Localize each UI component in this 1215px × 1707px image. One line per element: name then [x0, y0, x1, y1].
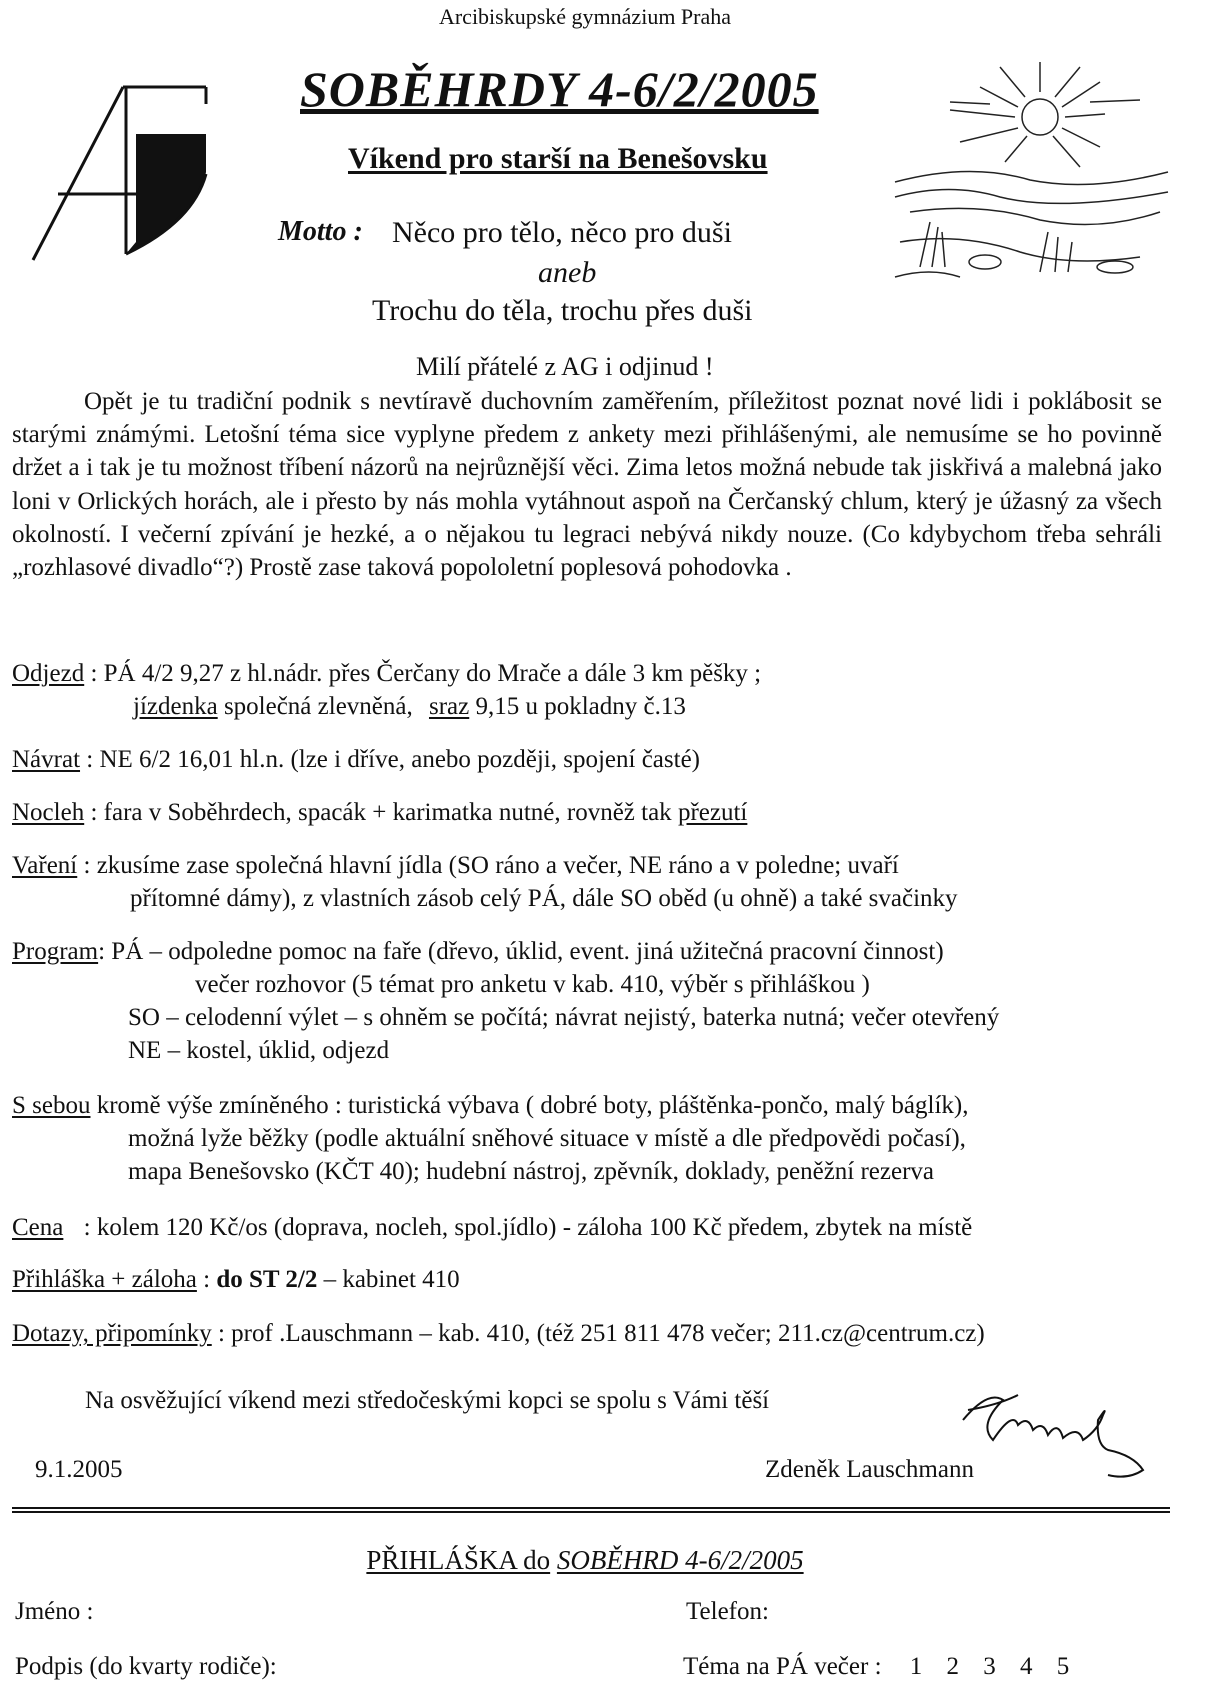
- dotazy-text: : prof .Lauschmann – kab. 410, (též 251 811 478 večer; 211.cz@centrum.cz): [217, 1320, 985, 1347]
- sebou-line-3: mapa Benešovsko (KČT 40); hudební nástroj, zpěvník, doklady, peněžní rezerva: [128, 1158, 935, 1185]
- divider-line: [12, 1511, 1170, 1513]
- closing-date: 9.1.2005: [35, 1456, 123, 1483]
- navrat-row: [12, 746, 700, 774]
- topic-option[interactable]: 3: [983, 1653, 996, 1680]
- topic-option[interactable]: 5: [1056, 1653, 1070, 1680]
- greeting: Milí přátelé z AG i odjinud !: [416, 352, 714, 381]
- program-row: [12, 938, 944, 966]
- page-subtitle: Víkend pro starší na Benešovsku: [348, 142, 768, 175]
- topic-field: [683, 1653, 1069, 1681]
- sebou-line-1: kromě výše zmíněného : turistická výbava ( dobré boty, pláštěnka-pončo, malý báglík),: [96, 1092, 969, 1119]
- program-line-1: : PÁ – odpoledne pomoc na faře (dřevo, úklid, event. jiná užitečná pracovní činnost): [98, 938, 944, 965]
- page-title: SOBĚHRDY 4-6/2/2005: [300, 61, 819, 117]
- program-line-2: večer rozhovor (5 témat pro anketu v kab. 410, výběr s přihláškou ): [195, 971, 870, 998]
- program-line-3: SO – celodenní výlet – s ohněm se počítá; návrat nejistý, baterka nutná; večer otevřený: [128, 1004, 1000, 1031]
- cena-label: Cena: [12, 1214, 64, 1241]
- dotazy-row: [12, 1320, 985, 1348]
- prihlaska-row: Přihláška + záloha : do ST 2/2 – kabinet 410: [12, 1266, 460, 1293]
- vareni-line-2: přítomné dámy), z vlastních zásob celý PÁ, dále SO oběd (u ohně) a také svačinky: [130, 885, 958, 912]
- cena-text: : kolem 120 Kč/os (doprava, nocleh, spol.jídlo) - záloha 100 Kč předem, zbytek na místě: [83, 1214, 973, 1241]
- motto-line-2: Trochu do těla, trochu přes duši: [372, 294, 753, 327]
- odjezd-label: Odjezd: [12, 660, 85, 687]
- closing-name: Zdeněk Lauschmann: [765, 1456, 974, 1483]
- prihlaska-deadline: do ST 2/2: [216, 1266, 318, 1293]
- odjezd-text: : PÁ 4/2 9,27 z hl.nádr. přes Čerčany do Mrače a dále 3 km pěšky ;: [90, 660, 762, 687]
- nocleh-text: : fara v Soběhrdech, spacák + karimatka nutné, rovněž tak: [90, 799, 672, 826]
- navrat-label: Návrat: [12, 746, 81, 773]
- topic-option[interactable]: 4: [1020, 1653, 1033, 1680]
- topic-label: Téma na PÁ večer :: [683, 1653, 882, 1680]
- odjezd-ticket-row: [133, 693, 686, 721]
- phone-field[interactable]: Telefon:: [686, 1598, 769, 1625]
- prihlaska-label: Přihláška + záloha: [12, 1266, 197, 1293]
- vareni-line-1: : zkusíme zase společná hlavní jídla (SO ráno a večer, NE ráno a v poledne; uvaří: [83, 852, 899, 879]
- navrat-text: : NE 6/2 16,01 hl.n. (lze i dříve, anebo později, spojení časté): [86, 746, 701, 773]
- signature-field[interactable]: Podpis (do kvarty rodiče):: [15, 1653, 277, 1680]
- topic-option[interactable]: 1: [909, 1653, 923, 1680]
- sun-landscape-icon: [890, 62, 1170, 292]
- ticket-text: společná zlevněná,: [223, 693, 413, 720]
- motto-line-1: Něco pro tělo, něco pro duši: [392, 216, 732, 249]
- ticket-label: jízdenka: [133, 693, 218, 720]
- odjezd-row: [12, 660, 761, 688]
- program-label: Program: [12, 938, 99, 965]
- signature-icon: [958, 1380, 1158, 1490]
- meet-text: 9,15 u pokladny č.13: [475, 693, 686, 720]
- sebou-label: S sebou: [12, 1092, 91, 1119]
- meet-label: sraz: [428, 693, 470, 720]
- name-field[interactable]: Jméno :: [15, 1598, 94, 1625]
- vareni-row: [12, 852, 899, 880]
- program-line-4: NE – kostel, úklid, odjezd: [128, 1037, 390, 1064]
- cena-row: [12, 1214, 972, 1242]
- divider-line: [12, 1507, 1170, 1509]
- closing-text: Na osvěžující víkend mezi středočeskými kopci se spolu s Vámi těší: [85, 1387, 770, 1414]
- vareni-label: Vaření: [12, 852, 78, 879]
- motto-aneb: aneb: [538, 256, 597, 289]
- school-name: Arcibiskupské gymnázium Praha: [438, 4, 732, 29]
- sebou-row: [12, 1092, 968, 1120]
- nocleh-row: [12, 799, 747, 827]
- nocleh-shoes: přezutí: [677, 799, 748, 826]
- form-title: PŘIHLÁŠKA do SOBĚHRD 4-6/2/2005: [366, 1545, 804, 1575]
- topic-option[interactable]: 2: [946, 1653, 960, 1680]
- motto-label: Motto :: [278, 216, 363, 247]
- ag-logo-icon: [28, 82, 218, 272]
- prihlaska-text: – kabinet 410: [323, 1266, 460, 1293]
- nocleh-label: Nocleh: [12, 799, 85, 826]
- dotazy-label: Dotazy, připomínky: [12, 1320, 212, 1347]
- intro-paragraph: Opět je tu tradiční podnik s nevtíravě duchovním zaměřením, příležitost poznat nové lidi i poklábosit se starými známými. Letošní téma sice vyplyne předem z ankety mezi přihlášenými, ale nemusíme se ho povinně držet a i tak je tu možnost tříbení názorů na nejrůznější věci. Zima letos možná nebude tak jiskřivá a malebná jako loni v Orlických horách, ale i přesto by nás mohla vytáhnout aspoň na Čerčanský chlum, který je úžasný za všech okolností. I večerní zpívání je hezké, a o nějakou tu legraci nebývá nikdy nouze. (Co kdybychom třeba sehráli „rozhlasové divadlo“?) Prostě zase taková popololetní poplesová pohodovka .: [12, 388, 1162, 582]
- sebou-line-2: možná lyže běžky (podle aktuální sněhové situace v místě a dle předpovědi počasí),: [128, 1125, 966, 1152]
